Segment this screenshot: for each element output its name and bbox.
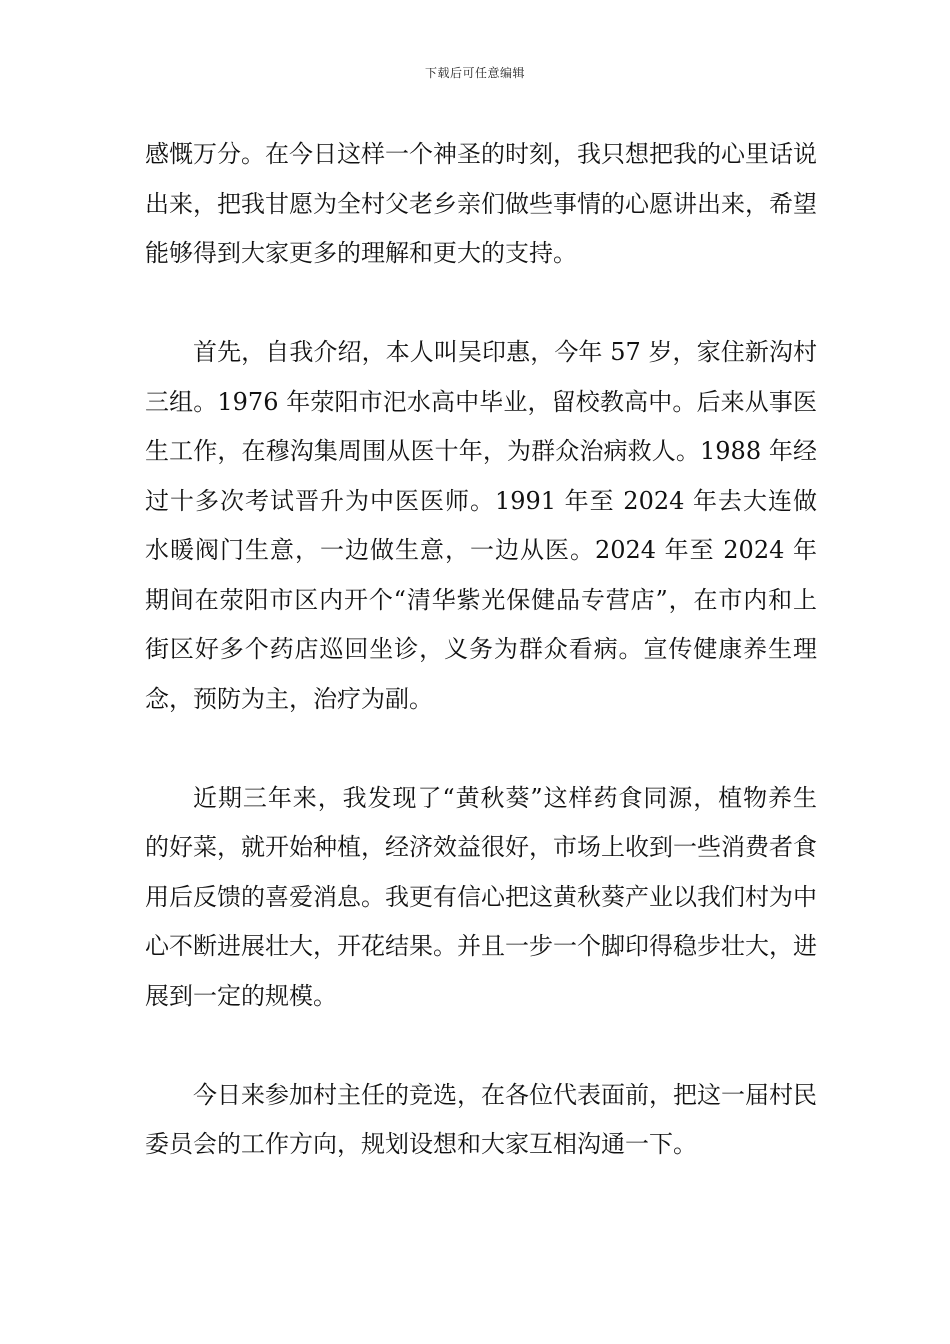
paragraph-2: 首先，自我介绍，本人叫吴印惠，今年 57 岁，家住新沟村三组。1976 年荥阳市汜水高中毕业，留校教高中。后来从事医生工作，在穆沟集周围从医十年，为群众治病救人。1988 年经过十多次考试晋升为中医医师。1991 年至 2024 年去大连做水暖阀门生意，一边做生意，一边从医。2024 年至 2024 年期间在荥阳市区内开个“清华紫光保健品专营店”，在市内和上街区好多个药店巡回坐诊，义务为群众看病。宣传健康养生理念，预防为主，治疗为副。 — [145, 338, 817, 713]
page-header: 下载后可任意编辑 — [424, 66, 525, 80]
document-body — [145, 130, 817, 1219]
paragraph-1: 感慨万分。在今日这样一个神圣的时刻，我只想把我的心里话说出来，把我甘愿为全村父老乡亲们做些事情的心愿讲出来，希望能够得到大家更多的理解和更大的支持。 — [145, 140, 817, 267]
paragraph-4: 今日来参加村主任的竞选，在各位代表面前，把这一届村民委员会的工作方向，规划设想和大家互相沟通一下。 — [145, 1080, 817, 1158]
paragraph-3: 近期三年来，我发现了“黄秋葵”这样药食同源，植物养生的好菜，就开始种植，经济效益很好，市场上收到一些消费者食用后反馈的喜爱消息。我更有信心把这黄秋葵产业以我们村为中心不断进展壮大，开花结果。并且一步一个脚印得稳步壮大，进展到一定的规模。 — [145, 783, 817, 1010]
